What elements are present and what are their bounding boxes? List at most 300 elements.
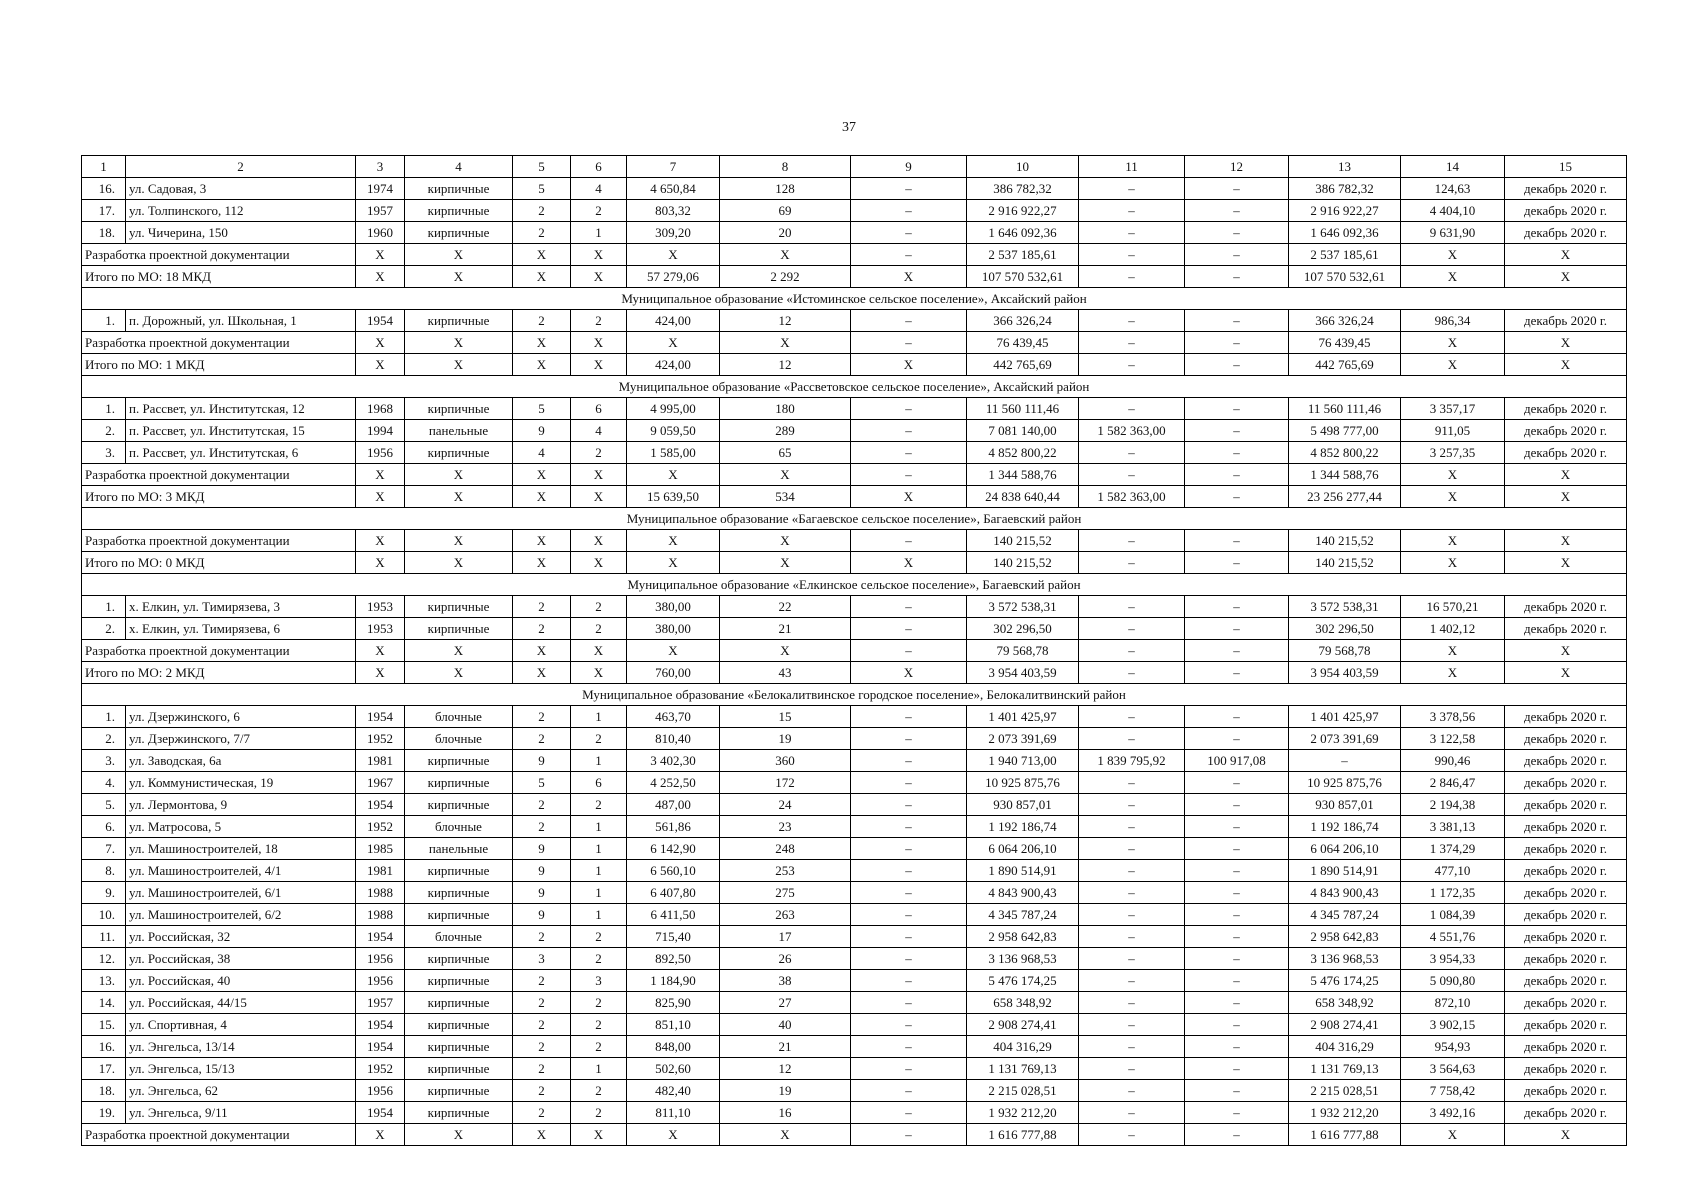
table-cell: 911,05 — [1401, 420, 1505, 442]
table-cell: 24 — [720, 794, 851, 816]
column-number-cell: 8 — [720, 156, 851, 178]
table-cell: 9 — [513, 838, 571, 860]
table-cell: X — [513, 266, 571, 288]
table-cell: 424,00 — [627, 354, 720, 376]
table-cell: блочные — [405, 926, 513, 948]
table-cell: X — [513, 640, 571, 662]
table-cell: кирпичные — [405, 200, 513, 222]
table-cell: X — [513, 354, 571, 376]
row-number: 19. — [82, 1102, 126, 1124]
table-cell: X — [571, 464, 627, 486]
table-row — [82, 772, 1627, 794]
table-cell: 1 344 588,76 — [967, 464, 1079, 486]
table-cell: X — [356, 486, 405, 508]
table-cell: декабрь 2020 г. — [1505, 860, 1627, 882]
address-cell: ул. Садовая, 3 — [126, 178, 356, 200]
table-cell: – — [1079, 640, 1185, 662]
row-number: 5. — [82, 794, 126, 816]
table-cell: декабрь 2020 г. — [1505, 1058, 1627, 1080]
table-cell: декабрь 2020 г. — [1505, 596, 1627, 618]
summary-row — [82, 354, 1627, 376]
table-cell: 3 381,13 — [1401, 816, 1505, 838]
table-cell: 360 — [720, 750, 851, 772]
row-number: 4. — [82, 772, 126, 794]
table-cell: 1 616 777,88 — [967, 1124, 1079, 1146]
table-cell: 2 — [513, 200, 571, 222]
table-cell: 140 215,52 — [967, 552, 1079, 574]
table-cell: X — [1505, 266, 1627, 288]
table-cell: 1 402,12 — [1401, 618, 1505, 640]
table-cell: 7 758,42 — [1401, 1080, 1505, 1102]
table-cell: 302 296,50 — [1289, 618, 1401, 640]
table-cell: X — [1505, 662, 1627, 684]
table-cell: 253 — [720, 860, 851, 882]
table-cell: 6 142,90 — [627, 838, 720, 860]
table-cell: X — [405, 662, 513, 684]
table-cell: – — [1079, 552, 1185, 574]
table-cell: 810,40 — [627, 728, 720, 750]
table-cell: – — [851, 816, 967, 838]
table-cell: 1 344 588,76 — [1289, 464, 1401, 486]
table-cell: блочные — [405, 706, 513, 728]
table-cell: 6 407,80 — [627, 882, 720, 904]
table-cell: X — [356, 464, 405, 486]
table-cell: – — [1079, 310, 1185, 332]
table-cell: 2 916 922,27 — [967, 200, 1079, 222]
row-number: 3. — [82, 750, 126, 772]
table-cell: X — [513, 486, 571, 508]
table-cell: X — [720, 332, 851, 354]
table-cell: 6 064 206,10 — [1289, 838, 1401, 860]
table-cell: 872,10 — [1401, 992, 1505, 1014]
table-cell: 1 131 769,13 — [967, 1058, 1079, 1080]
table-cell: 1 184,90 — [627, 970, 720, 992]
table-cell: X — [356, 662, 405, 684]
table-cell: 1954 — [356, 794, 405, 816]
table-body — [82, 178, 1627, 1146]
table-cell: X — [1505, 1124, 1627, 1146]
table-cell: X — [1505, 332, 1627, 354]
table-row — [82, 1058, 1627, 1080]
table-cell: 2 — [571, 1036, 627, 1058]
table-cell: – — [1079, 618, 1185, 640]
row-number: 8. — [82, 860, 126, 882]
table-row — [82, 838, 1627, 860]
table-cell: 4 995,00 — [627, 398, 720, 420]
table-cell: 5 — [513, 398, 571, 420]
table-cell: X — [405, 244, 513, 266]
table-cell: – — [851, 618, 967, 640]
table-cell: 477,10 — [1401, 860, 1505, 882]
table-cell: 1960 — [356, 222, 405, 244]
table-cell: – — [851, 970, 967, 992]
table-cell: декабрь 2020 г. — [1505, 1036, 1627, 1058]
table-cell: 275 — [720, 882, 851, 904]
address-cell: ул. Матросова, 5 — [126, 816, 356, 838]
table-cell: 1956 — [356, 948, 405, 970]
table-cell: – — [1185, 552, 1289, 574]
table-cell: 6 560,10 — [627, 860, 720, 882]
table-cell: – — [1185, 398, 1289, 420]
table-cell: X — [1505, 464, 1627, 486]
table-cell: 2 — [513, 1036, 571, 1058]
table-cell: X — [571, 266, 627, 288]
municipality-header-row — [82, 376, 1627, 398]
table-cell: 4 345 787,24 — [967, 904, 1079, 926]
column-number-cell: 15 — [1505, 156, 1627, 178]
table-cell: 4 345 787,24 — [1289, 904, 1401, 926]
summary-label: Разработка проектной документации — [82, 244, 356, 266]
table-cell: 2 — [513, 596, 571, 618]
table-cell: – — [851, 772, 967, 794]
table-cell: 1 585,00 — [627, 442, 720, 464]
table-cell: 1952 — [356, 816, 405, 838]
table-cell: 3 902,15 — [1401, 1014, 1505, 1036]
table-cell: 6 — [571, 772, 627, 794]
table-cell: декабрь 2020 г. — [1505, 1080, 1627, 1102]
address-cell: ул. Машиностроителей, 18 — [126, 838, 356, 860]
table-cell: – — [1185, 486, 1289, 508]
table-cell: – — [1079, 266, 1185, 288]
table-cell: – — [851, 244, 967, 266]
table-cell: 1 646 092,36 — [1289, 222, 1401, 244]
table-row — [82, 420, 1627, 442]
table-cell: 1952 — [356, 728, 405, 750]
row-number: 2. — [82, 420, 126, 442]
table-cell: 248 — [720, 838, 851, 860]
table-row — [82, 1036, 1627, 1058]
table-cell: 2 958 642,83 — [967, 926, 1079, 948]
table-cell: X — [571, 530, 627, 552]
summary-label: Итого по МО: 18 МКД — [82, 266, 356, 288]
table-cell: 4 — [513, 442, 571, 464]
table-cell: – — [1185, 728, 1289, 750]
table-cell: X — [356, 266, 405, 288]
table-cell: X — [851, 552, 967, 574]
table-cell: 1 940 713,00 — [967, 750, 1079, 772]
table-cell: – — [1079, 530, 1185, 552]
table-cell: – — [1079, 816, 1185, 838]
municipality-header-row — [82, 508, 1627, 530]
table-cell: X — [627, 1124, 720, 1146]
row-number: 14. — [82, 992, 126, 1014]
table-cell: 5 498 777,00 — [1289, 420, 1401, 442]
table-cell: – — [1185, 596, 1289, 618]
table-cell: – — [1185, 904, 1289, 926]
table-cell: – — [1079, 354, 1185, 376]
table-cell: 5 476 174,25 — [967, 970, 1079, 992]
table-cell: 2 — [513, 728, 571, 750]
column-number-cell: 1 — [82, 156, 126, 178]
table-cell: 658 348,92 — [1289, 992, 1401, 1014]
row-number: 2. — [82, 728, 126, 750]
table-cell: 20 — [720, 222, 851, 244]
table-cell: 1957 — [356, 200, 405, 222]
table-cell: X — [1401, 552, 1505, 574]
table-cell: декабрь 2020 г. — [1505, 904, 1627, 926]
address-cell: ул. Энгельса, 62 — [126, 1080, 356, 1102]
table-cell: 1968 — [356, 398, 405, 420]
table-cell: – — [1079, 464, 1185, 486]
table-cell: – — [851, 310, 967, 332]
table-cell: кирпичные — [405, 794, 513, 816]
table-row — [82, 442, 1627, 464]
table-cell: 1994 — [356, 420, 405, 442]
table-cell: декабрь 2020 г. — [1505, 838, 1627, 860]
table-cell: кирпичные — [405, 750, 513, 772]
address-cell: ул. Энгельса, 9/11 — [126, 1102, 356, 1124]
table-cell: 4 551,76 — [1401, 926, 1505, 948]
table-cell: – — [1079, 728, 1185, 750]
summary-label: Итого по МО: 0 МКД — [82, 552, 356, 574]
table-cell: – — [851, 442, 967, 464]
table-cell: – — [1185, 1080, 1289, 1102]
table-cell: 1985 — [356, 838, 405, 860]
table-cell: 2 — [513, 926, 571, 948]
table-cell: кирпичные — [405, 310, 513, 332]
table-row — [82, 904, 1627, 926]
table-cell: 2 537 185,61 — [1289, 244, 1401, 266]
table-cell: – — [851, 948, 967, 970]
table-cell: – — [1079, 904, 1185, 926]
table-cell: X — [1505, 640, 1627, 662]
column-number-row — [82, 156, 1627, 178]
address-cell: ул. Заводская, 6а — [126, 750, 356, 772]
table-cell: 2 — [571, 618, 627, 640]
table-cell: 3 136 968,53 — [1289, 948, 1401, 970]
table-cell: – — [1079, 948, 1185, 970]
table-cell: кирпичные — [405, 1014, 513, 1036]
table-cell: декабрь 2020 г. — [1505, 992, 1627, 1014]
table-cell: X — [1505, 486, 1627, 508]
table-cell: декабрь 2020 г. — [1505, 948, 1627, 970]
table-cell: 11 560 111,46 — [967, 398, 1079, 420]
summary-label: Итого по МО: 1 МКД — [82, 354, 356, 376]
table-cell: – — [851, 750, 967, 772]
column-number-cell: 3 — [356, 156, 405, 178]
table-cell: 715,40 — [627, 926, 720, 948]
summary-row — [82, 266, 1627, 288]
table-cell: 2 — [571, 926, 627, 948]
summary-label: Разработка проектной документации — [82, 464, 356, 486]
table-cell: декабрь 2020 г. — [1505, 310, 1627, 332]
table-cell: декабрь 2020 г. — [1505, 618, 1627, 640]
table-cell: – — [1185, 244, 1289, 266]
table-cell: 79 568,78 — [967, 640, 1079, 662]
table-cell: 1 — [571, 838, 627, 860]
table-cell: – — [1185, 838, 1289, 860]
row-number: 16. — [82, 178, 126, 200]
address-cell: х. Елкин, ул. Тимирязева, 6 — [126, 618, 356, 640]
table-cell: 263 — [720, 904, 851, 926]
table-cell: 1956 — [356, 970, 405, 992]
table-cell: 930 857,01 — [967, 794, 1079, 816]
table-cell: – — [1185, 794, 1289, 816]
table-cell: – — [1185, 442, 1289, 464]
table-cell: 1 — [571, 904, 627, 926]
table-cell: 3 572 538,31 — [1289, 596, 1401, 618]
table-cell: 2 215 028,51 — [967, 1080, 1079, 1102]
summary-row — [82, 486, 1627, 508]
address-cell: ул. Энгельса, 15/13 — [126, 1058, 356, 1080]
table-cell: X — [513, 662, 571, 684]
row-number: 9. — [82, 882, 126, 904]
table-cell: 9 059,50 — [627, 420, 720, 442]
table-cell: X — [356, 530, 405, 552]
table-cell: 442 765,69 — [1289, 354, 1401, 376]
table-cell: – — [851, 420, 967, 442]
table-cell: 4 843 900,43 — [1289, 882, 1401, 904]
table-cell: – — [1079, 178, 1185, 200]
table-cell: – — [1079, 838, 1185, 860]
row-number: 13. — [82, 970, 126, 992]
table-row — [82, 860, 1627, 882]
table-cell: – — [1185, 882, 1289, 904]
table-cell: 3 378,56 — [1401, 706, 1505, 728]
table-cell: 1 084,39 — [1401, 904, 1505, 926]
table-row — [82, 882, 1627, 904]
table-cell: 424,00 — [627, 310, 720, 332]
table-cell: – — [1079, 860, 1185, 882]
table-cell: панельные — [405, 838, 513, 860]
table-cell: 1 932 212,20 — [967, 1102, 1079, 1124]
table-cell: – — [1185, 1014, 1289, 1036]
table-cell: 12 — [720, 354, 851, 376]
table-cell: 9 — [513, 904, 571, 926]
table-cell: 3 402,30 — [627, 750, 720, 772]
table-cell: 2 — [513, 1014, 571, 1036]
address-cell: ул. Российская, 38 — [126, 948, 356, 970]
summary-label: Разработка проектной документации — [82, 1124, 356, 1146]
table-cell: – — [1079, 926, 1185, 948]
table-cell: 1 — [571, 750, 627, 772]
table-cell: X — [1401, 464, 1505, 486]
table-cell: 1 — [571, 706, 627, 728]
table-cell: кирпичные — [405, 618, 513, 640]
table-cell: 9 — [513, 860, 571, 882]
table-row — [82, 1102, 1627, 1124]
table-row — [82, 1014, 1627, 1036]
column-number-cell: 9 — [851, 156, 967, 178]
table-row — [82, 794, 1627, 816]
table-cell: – — [851, 1058, 967, 1080]
table-cell: 2 916 922,27 — [1289, 200, 1401, 222]
column-number-cell: 14 — [1401, 156, 1505, 178]
table-cell: 2 846,47 — [1401, 772, 1505, 794]
table-cell: X — [1401, 354, 1505, 376]
table-cell: X — [627, 464, 720, 486]
table-cell: 9 631,90 — [1401, 222, 1505, 244]
table-cell: 1 890 514,91 — [967, 860, 1079, 882]
table-cell: 21 — [720, 618, 851, 640]
table-cell: 2 — [513, 992, 571, 1014]
table-cell: X — [356, 552, 405, 574]
table-cell: 3 954 403,59 — [967, 662, 1079, 684]
table-cell: – — [1185, 970, 1289, 992]
table-cell: 1 — [571, 222, 627, 244]
table-cell: 3 954 403,59 — [1289, 662, 1401, 684]
table-row — [82, 750, 1627, 772]
table-cell: кирпичные — [405, 904, 513, 926]
table-cell: – — [1079, 222, 1185, 244]
summary-row — [82, 662, 1627, 684]
table-cell: – — [1185, 1036, 1289, 1058]
address-cell: ул. Машиностроителей, 6/2 — [126, 904, 356, 926]
table-cell: – — [1185, 706, 1289, 728]
table-cell: 2 — [513, 1080, 571, 1102]
table-cell: декабрь 2020 г. — [1505, 178, 1627, 200]
row-number: 10. — [82, 904, 126, 926]
table-cell: декабрь 2020 г. — [1505, 728, 1627, 750]
table-cell: 5 — [513, 178, 571, 200]
table-cell: 380,00 — [627, 618, 720, 640]
table-cell: X — [405, 332, 513, 354]
row-number: 17. — [82, 1058, 126, 1080]
table-cell: 17 — [720, 926, 851, 948]
table-cell: 4 — [571, 420, 627, 442]
table-cell: X — [513, 530, 571, 552]
table-cell: 27 — [720, 992, 851, 1014]
table-cell: 954,93 — [1401, 1036, 1505, 1058]
table-cell: 1 582 363,00 — [1079, 486, 1185, 508]
table-cell: 3 572 538,31 — [967, 596, 1079, 618]
table-cell: X — [356, 640, 405, 662]
table-cell: X — [851, 662, 967, 684]
table-cell: X — [1401, 244, 1505, 266]
table-cell: 2 215 028,51 — [1289, 1080, 1401, 1102]
table-row — [82, 178, 1627, 200]
table-cell: декабрь 2020 г. — [1505, 706, 1627, 728]
address-cell: п. Рассвет, ул. Институтская, 12 — [126, 398, 356, 420]
table-cell: 1 374,29 — [1401, 838, 1505, 860]
table-cell: кирпичные — [405, 398, 513, 420]
table-cell: – — [851, 464, 967, 486]
table-cell: 803,32 — [627, 200, 720, 222]
table-cell: 1988 — [356, 904, 405, 926]
table-cell: 16 — [720, 1102, 851, 1124]
row-number: 7. — [82, 838, 126, 860]
row-number: 1. — [82, 310, 126, 332]
table-cell: – — [851, 1124, 967, 1146]
table-cell: – — [1185, 1058, 1289, 1080]
table-cell: X — [356, 354, 405, 376]
table-row — [82, 310, 1627, 332]
table-cell: 2 — [571, 1080, 627, 1102]
table-cell: 24 838 640,44 — [967, 486, 1079, 508]
table-cell: 43 — [720, 662, 851, 684]
row-number: 1. — [82, 596, 126, 618]
table-cell: X — [720, 244, 851, 266]
table-cell: 502,60 — [627, 1058, 720, 1080]
table-cell: 12 — [720, 310, 851, 332]
table-cell: X — [405, 640, 513, 662]
table-cell: 1 192 186,74 — [1289, 816, 1401, 838]
table-cell: – — [851, 200, 967, 222]
table-cell: X — [405, 354, 513, 376]
table-cell: 1 192 186,74 — [967, 816, 1079, 838]
table-cell: декабрь 2020 г. — [1505, 882, 1627, 904]
table-cell: 1956 — [356, 1080, 405, 1102]
table-cell: кирпичные — [405, 882, 513, 904]
table-cell: – — [1185, 332, 1289, 354]
table-cell: – — [1079, 706, 1185, 728]
table-cell: 69 — [720, 200, 851, 222]
table-cell: блочные — [405, 816, 513, 838]
table-cell: X — [571, 1124, 627, 1146]
table-cell: – — [851, 332, 967, 354]
table-cell: – — [1079, 970, 1185, 992]
table-cell: 3 — [571, 970, 627, 992]
